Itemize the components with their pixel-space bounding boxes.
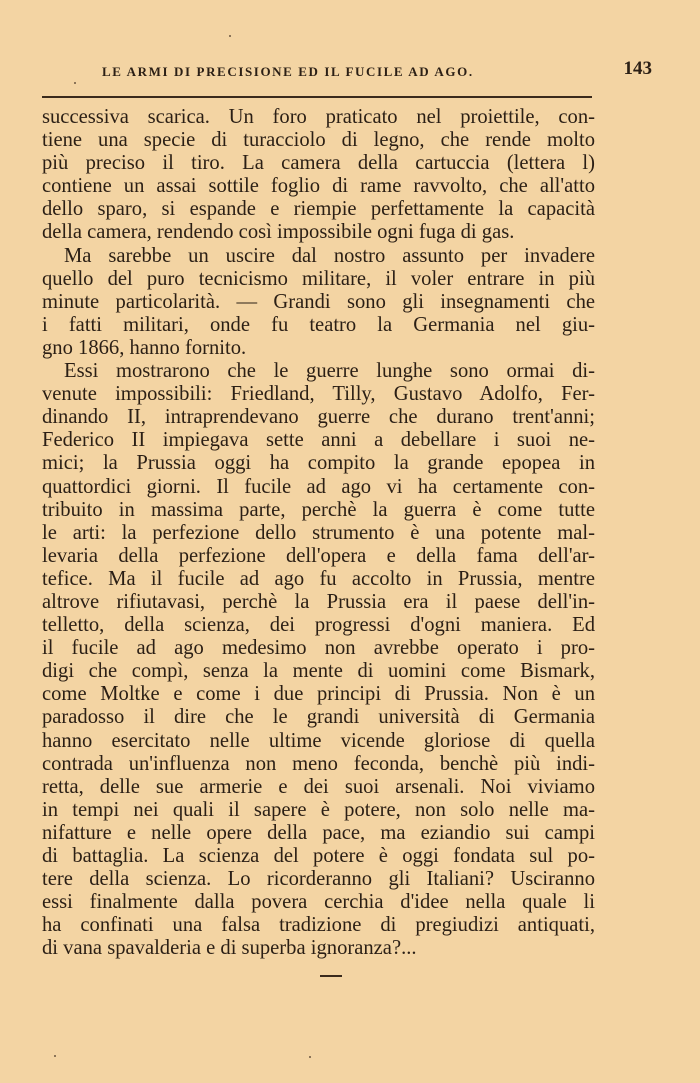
paper-speck	[54, 1055, 56, 1057]
text-line: mici; la Prussia oggi ha compito la grande epopea in	[42, 452, 595, 475]
text-line: venute impossibili: Friedland, Tilly, Gustavo Adolfo, Fer-	[42, 383, 595, 406]
text-line: minute particolarità. — Grandi sono gli insegnamenti che	[42, 290, 595, 313]
text-line: nifatture e nelle opere della pace, ma eziandio sui campi	[42, 821, 595, 844]
text-line: hanno esercitato nelle ultime vicende gloriose di quella	[42, 729, 595, 752]
text-line: tere della scienza. Lo ricorderanno gli Italiani? Usciranno	[42, 868, 595, 891]
text-line: in tempi nei quali il sapere è potere, non solo nelle ma-	[42, 798, 595, 821]
text-line: come Moltke e come i due principi di Prussia. Non è un	[42, 683, 595, 706]
page-number: 143	[623, 58, 652, 79]
text-line: tefice. Ma il fucile ad ago fu accolto in Prussia, mentre	[42, 567, 595, 590]
text-line: digi che compì, senza la mente di uomini come Bismark,	[42, 660, 595, 683]
paper-speck	[74, 82, 76, 84]
text-line: paradosso il dire che le grandi università di Germania	[42, 706, 595, 729]
text-line: contrada un'influenza non meno feconda, benchè più indi-	[42, 752, 595, 775]
text-line: quattordici giorni. Il fucile ad ago vi ha certamente con-	[42, 475, 595, 498]
text-line: le arti: la perfezione dello strumento è una potente mal-	[42, 521, 595, 544]
header-rule	[42, 96, 592, 98]
paper-speck	[309, 1056, 311, 1058]
text-line: essi finalmente dalla povera cerchia d'idee nella quale li	[42, 891, 595, 914]
text-line: tribuito in massima parte, perchè la guerra è come tutte	[42, 498, 595, 521]
text-line: telletto, della scienza, dei progressi d'ogni maniera. Ed	[42, 614, 595, 637]
text-line: Ma sarebbe un uscire dal nostro assunto per invadere	[64, 244, 595, 267]
text-line: più preciso il tiro. La camera della cartuccia (lettera l)	[42, 152, 595, 175]
text-line: tiene una specie di turacciolo di legno, che rende molto	[42, 129, 595, 152]
text-line: retta, delle sue armerie e dei suoi arsenali. Noi viviamo	[42, 775, 595, 798]
text-line: contiene un assai sottile foglio di rame ravvolto, che all'atto	[42, 175, 595, 198]
text-line: i fatti militari, onde fu teatro la Germania nel giu-	[42, 313, 595, 336]
text-line: il fucile ad ago medesimo non avrebbe operato i pro-	[42, 637, 595, 660]
running-title: LE ARMI DI PRECISIONE ED IL FUCILE AD AGO.	[102, 64, 474, 79]
text-line: dello sparo, si espande e riempie perfettamente la capacità	[42, 198, 595, 221]
text-line: gno 1866, hanno fornito.	[42, 336, 247, 359]
page-header	[40, 58, 660, 88]
text-line: ha confinati una falsa tradizione di pregiudizi antiquati,	[42, 914, 595, 937]
text-line: altrove rifiutavasi, perchè la Prussia era il paese dell'in-	[42, 590, 595, 613]
text-line: dinando II, intraprendevano guerre che durano trent'anni;	[42, 406, 595, 429]
body-text	[42, 106, 595, 960]
text-line: della camera, rendendo così impossibile ogni fuga di gas.	[42, 221, 515, 244]
text-line: Federico II impiegava sette anni a debellare i suoi ne-	[42, 429, 595, 452]
text-line: successiva scarica. Un foro praticato nel proiettile, con-	[42, 106, 595, 128]
text-line: quello del puro tecnicismo militare, il voler entrare in più	[42, 267, 595, 290]
text-line: Essi mostrarono che le guerre lunghe sono ormai di-	[64, 360, 595, 383]
text-line: di vana spavalderia e di superba ignoranza?...	[42, 937, 417, 960]
text-line: di battaglia. La scienza del potere è oggi fondata sul po-	[42, 845, 595, 867]
paper-speck	[229, 35, 231, 37]
end-rule	[320, 975, 342, 977]
text-line: levaria della perfezione dell'opera e della fama dell'ar-	[42, 544, 595, 567]
